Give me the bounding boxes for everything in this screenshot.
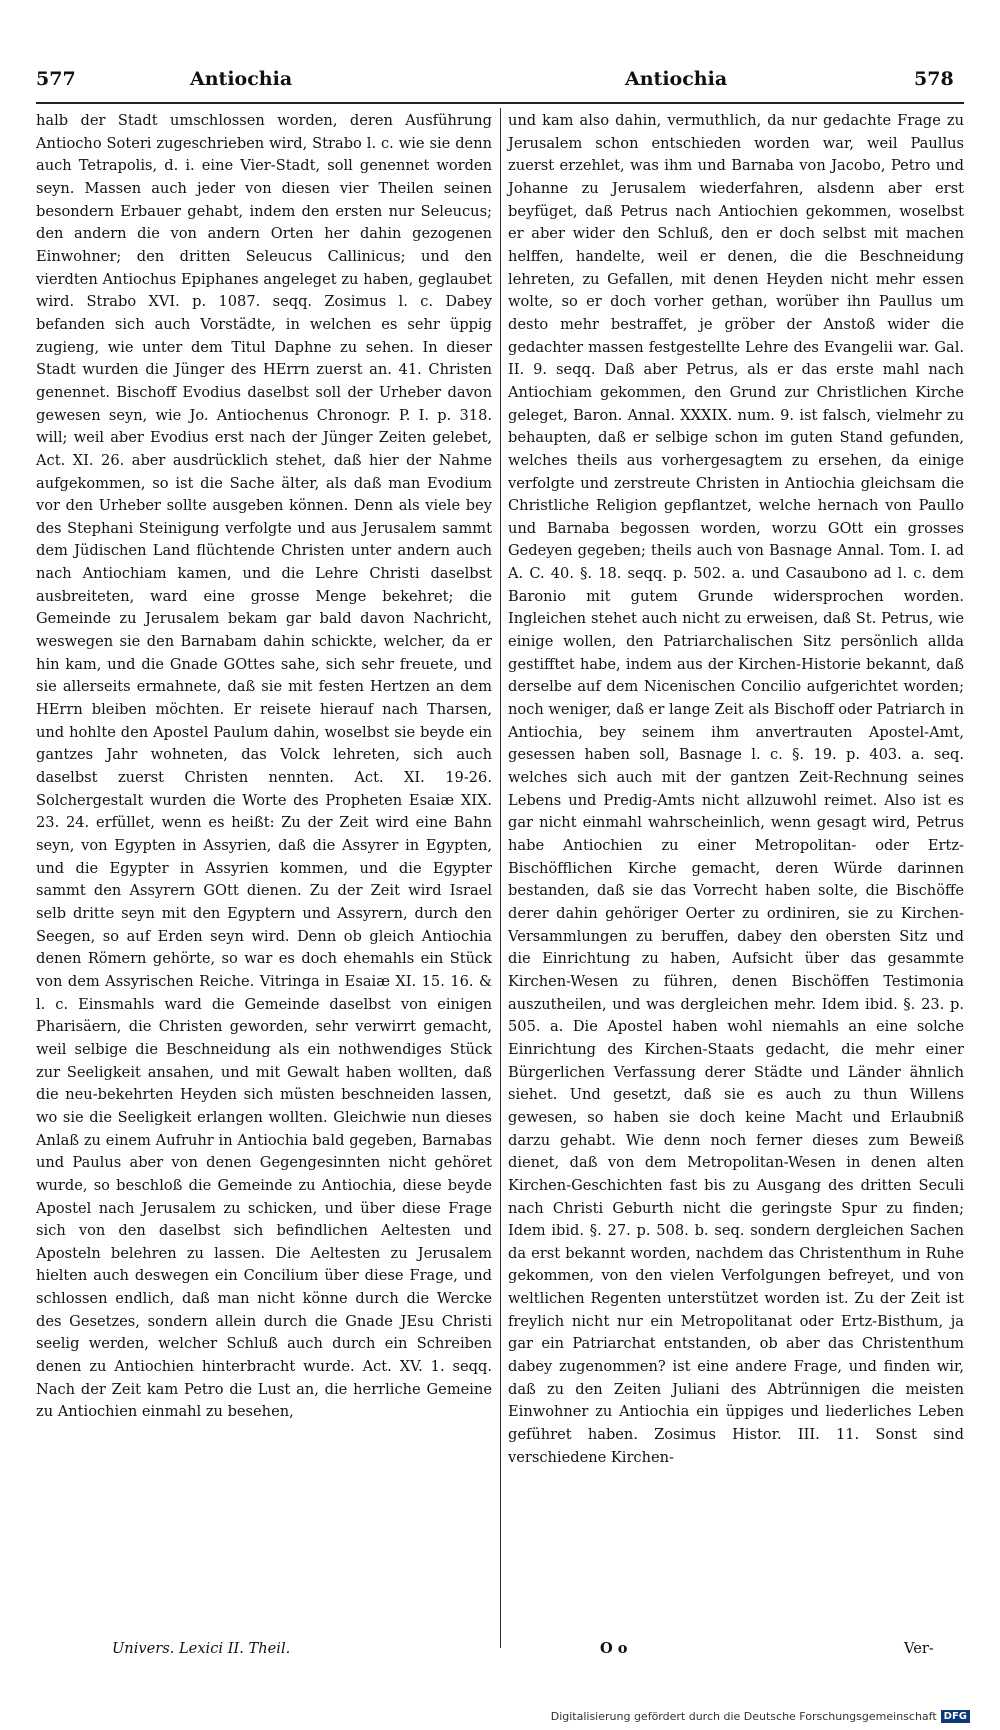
right-column xyxy=(508,110,964,1469)
running-title-left: Antiochia xyxy=(190,68,293,90)
column-divider xyxy=(500,108,501,1648)
left-column-text: halb der Stadt umschlossen worden, deren Ausführung Antiocho Soteri zugeschrieben wird, Strabo l. c. wie sie denn auch Tetrapolis, d. i. eine Vier-Stadt, soll genennet worden seyn. Massen auch jeder von diesen vier Theilen seinen besondern Erbauer gehabt, indem den ersten nur Seleucus; den andern die von andern Orten her dahin gezogenen Einwohner; den dritten Seleucus Callinicus; und den vierdten Antiochus Epiphanes angeleget zu haben, geglaubet wird. Strabo XVI. p. 1087. seqq. Zosimus l. c. Dabey befanden sich auch Vorstädte, in welchen es sehr üppig zugieng, wie unter dem Titul Daphne zu sehen. In dieser Stadt wurden die Jünger des HErrn zuerst an. 41. Christen genennet. Bischoff Evodius daselbst soll der Urheber davon gewesen seyn, wie Jo. Antiochenus Chronogr. P. I. p. 318. will; weil aber Evodius erst nach der Jünger Zeiten gelebet, Act. XI. 26. aber ausdrücklich stehet, daß hier der Nahme aufgekommen, so ist die Sache älter, als daß man Evodium vor den Urheber sollte ausgeben können. Denn als viele bey des Stephani Steinigung verfolgte und aus Jerusalem sammt dem Jüdischen Land flüchtende Christen unter andern auch nach Antiochiam kamen, und die Lehre Christi daselbst ausbreiteten, ward eine grosse Menge bekehret; die Gemeinde zu Jerusalem bekam gar bald davon Nachricht, weswegen sie den Barnabam dahin schickte, welcher, da er hin kam, und die Gnade GOttes sahe, sich sehr freuete, und sie allerseits ermahnete, daß sie mit festen Hertzen an dem HErrn bleiben möchten. Er reisete hierauf nach Tharsen, und hohlte den Apostel Paulum dahin, woselbst sie beyde ein gantzes Jahr wohneten, das Volck lehreten, sich auch daselbst zuerst Christen nennten. Act. XI. 19-26. Solchergestalt wurden die Worte des Propheten Esaiæ XIX. 23. 24. erfüllet, wenn es heißt: Zu der Zeit wird eine Bahn seyn, von Egypten in Assyrien, daß die Assyrer in Egypten, und die Egypter in Assyrien kommen, und die Egypter sammt den Assyrern GOtt dienen. Zu der Zeit wird Israel selb dritte seyn mit den Egyptern und Assyrern, durch den Seegen, so auf Erden seyn wird. Denn ob gleich Antiochia denen Römern gehörte, so war es doch ehemahls ein Stück von dem Assyrischen Reiche. Vitringa in Esaiæ XI. 15. 16. & l. c. Einsmahls ward die Gemeinde daselbst von einigen Pharisäern, die Christen geworden, sehr verwirrt gemacht, weil selbige die Beschneidung als ein nothwendiges Stück zur Seeligkeit ansahen, und mit Gewalt haben wollten, daß die neu-bekehrten Heyden sich müsten beschneiden lassen, wo sie die Seeligkeit erlangen wollten. Gleichwie nun dieses Anlaß zu einem Aufruhr in Antiochia bald gegeben, Barnabas und Paulus aber von denen Gegengesinnten nicht gehöret wurde, so beschloß die Gemeinde zu Antiochia, diese beyde Apostel nach Jerusalem zu schicken, und über diese Frage sich von den daselbst sich befindlichen Aeltesten und Aposteln belehren zu lassen. Die Aeltesten zu Jerusalem hielten auch deswegen ein Concilium über diese Frage, und schlossen endlich, daß man nicht könne durch die Wercke des Gesetzes, sondern allein durch die Gnade JEsu Christi seelig werden, welcher Schluß auch durch ein Schreiben denen zu Antiochien hinterbracht wurde. Act. XV. 1. seqq. Nach der Zeit kam Petro die Lust an, die herrliche Gemeine zu Antiochien einmahl zu besehen, xyxy=(36,112,492,1421)
dfg-logo: DFG xyxy=(941,1710,970,1723)
running-title-right: Antiochia xyxy=(625,68,728,90)
page-number-left: 577 xyxy=(36,68,76,90)
left-column xyxy=(36,110,492,1424)
sheet-mark: O o xyxy=(600,1640,628,1657)
right-column-text: und kam also dahin, vermuthlich, da nur gedachte Frage zu Jerusalem schon entschieden worden war, weil Paullus zuerst erzehlet, was ihm und Barnaba von Jacobo, Petro und Johanne zu Jerusalem wiederfahren, alsdenn aber erst beyfüget, daß Petrus nach Antiochien gekommen, woselbst er aber wider den Schluß, den er doch selbst mit machen helffen, handelte, weil er denen, die die Beschneidung lehreten, zu Gefallen, mit denen Heyden nicht mehr essen wolte, so er doch vorher gethan, worüber ihn Paullus um desto mehr bestraffet, je gröber der Anstoß wider die gedachter massen festgestellte Lehre des Evangelii war. Gal. II. 9. seqq. Daß aber Petrus, als er das erste mahl nach Antiochiam gekommen, den Grund zur Christlichen Kirche geleget, Baron. Annal. XXXIX. num. 9. ist falsch, vielmehr zu behaupten, daß er selbige schon im guten Stand gefunden, welches theils aus vorhergesagtem zu ersehen, da einige verfolgte und zerstreute Christen in Antiochia gleichsam die Christliche Religion gepflantzet, welche hernach von Paullo und Barnaba begossen worden, worzu GOtt ein grosses Gedeyen gegeben; theils auch von Basnage Annal. Tom. I. ad A. C. 40. §. 18. seqq. p. 502. a. und Casaubono ad l. c. dem Baronio mit gutem Grunde widersprochen worden. Ingleichen stehet auch nicht zu erweisen, daß St. Petrus, wie einige wollen, den Patriarchalischen Sitz persönlich allda gestifftet habe, indem aus der Kirchen-Historie bekannt, daß derselbe auf dem Nicenischen Concilio aufgerichtet worden; noch weniger, daß er lange Zeit als Bischoff oder Patriarch in Antiochia, bey seinem ihm anvertrauten Apostel-Amt, gesessen haben soll, Basnage l. c. §. 19. p. 403. a. seq. welches sich auch mit der gantzen Zeit-Rechnung seines Lebens und Predig-Amts nicht allzuwohl reimet. Also ist es gar nicht einmahl wahrscheinlich, wenn gesagt wird, Petrus habe Antiochien zu einer Metropolitan- oder Ertz-Bischöfflichen Kirche gemacht, deren Würde darinnen bestanden, daß sie das Vorrecht haben solte, die Bischöffe derer dahin gehöriger Oerter zu ordiniren, sie zu Kirchen-Versammlungen zu beruffen, dabey den obersten Sitz und die Einrichtung zu haben, Aufsicht über das gesammte Kirchen-Wesen zu führen, denen Bischöffen Testimonia auszutheilen, und was dergleichen mehr. Idem ibid. §. 23. p. 505. a. Die Apostel haben wohl niemahls an eine solche Einrichtung des Kirchen-Staats gedacht, die mehr einer Bürgerlichen Verfassung derer Städte und Länder ähnlich siehet. Und gesetzt, daß sie es auch zu thun Willens gewesen, so haben sie doch keine Macht und Erlaubniß darzu gehabt. Wie denn noch ferner dieses zum Beweiß dienet, daß von dem Metropolitan-Wesen in denen alten Kirchen-Geschichten fast bis zu Ausgang des dritten Seculi nach Christi Geburth nicht die geringste Spur zu finden; Idem ibid. §. 27. p. 508. b. seq. sondern dergleichen Sachen da erst bekannt worden, nachdem das Christenthum in Ruhe gekommen, von den vielen Verfolgungen befreyet, und von weltlichen Regenten unterstützet worden ist. Zu der Zeit ist freylich nicht nur ein Metropolitanat oder Ertz-Bisthum, ja gar ein Patriarchat entstanden, ob aber das Christenthum dabey zugenommen? ist eine andere Frage, und finden wir, daß zu den Zeiten Juliani des Abtrünnigen die meisten Einwohner zu Antiochia ein üppiges und liederliches Leben geführet haben. Zosimus Histor. III. 11. Sonst sind verschiedene Kirchen- xyxy=(508,112,964,1466)
running-head xyxy=(0,62,1000,102)
page-footer xyxy=(0,1640,1000,1668)
signature-line: Univers. Lexici II. Theil. xyxy=(112,1640,291,1657)
digitization-credit xyxy=(551,1706,970,1726)
page-number-right: 578 xyxy=(914,68,954,90)
catchword: Ver- xyxy=(904,1640,934,1657)
credit-text: Digitalisierung gefördert durch die Deutsche Forschungsgemeinschaft xyxy=(550,1709,937,1723)
header-rule xyxy=(36,102,964,104)
